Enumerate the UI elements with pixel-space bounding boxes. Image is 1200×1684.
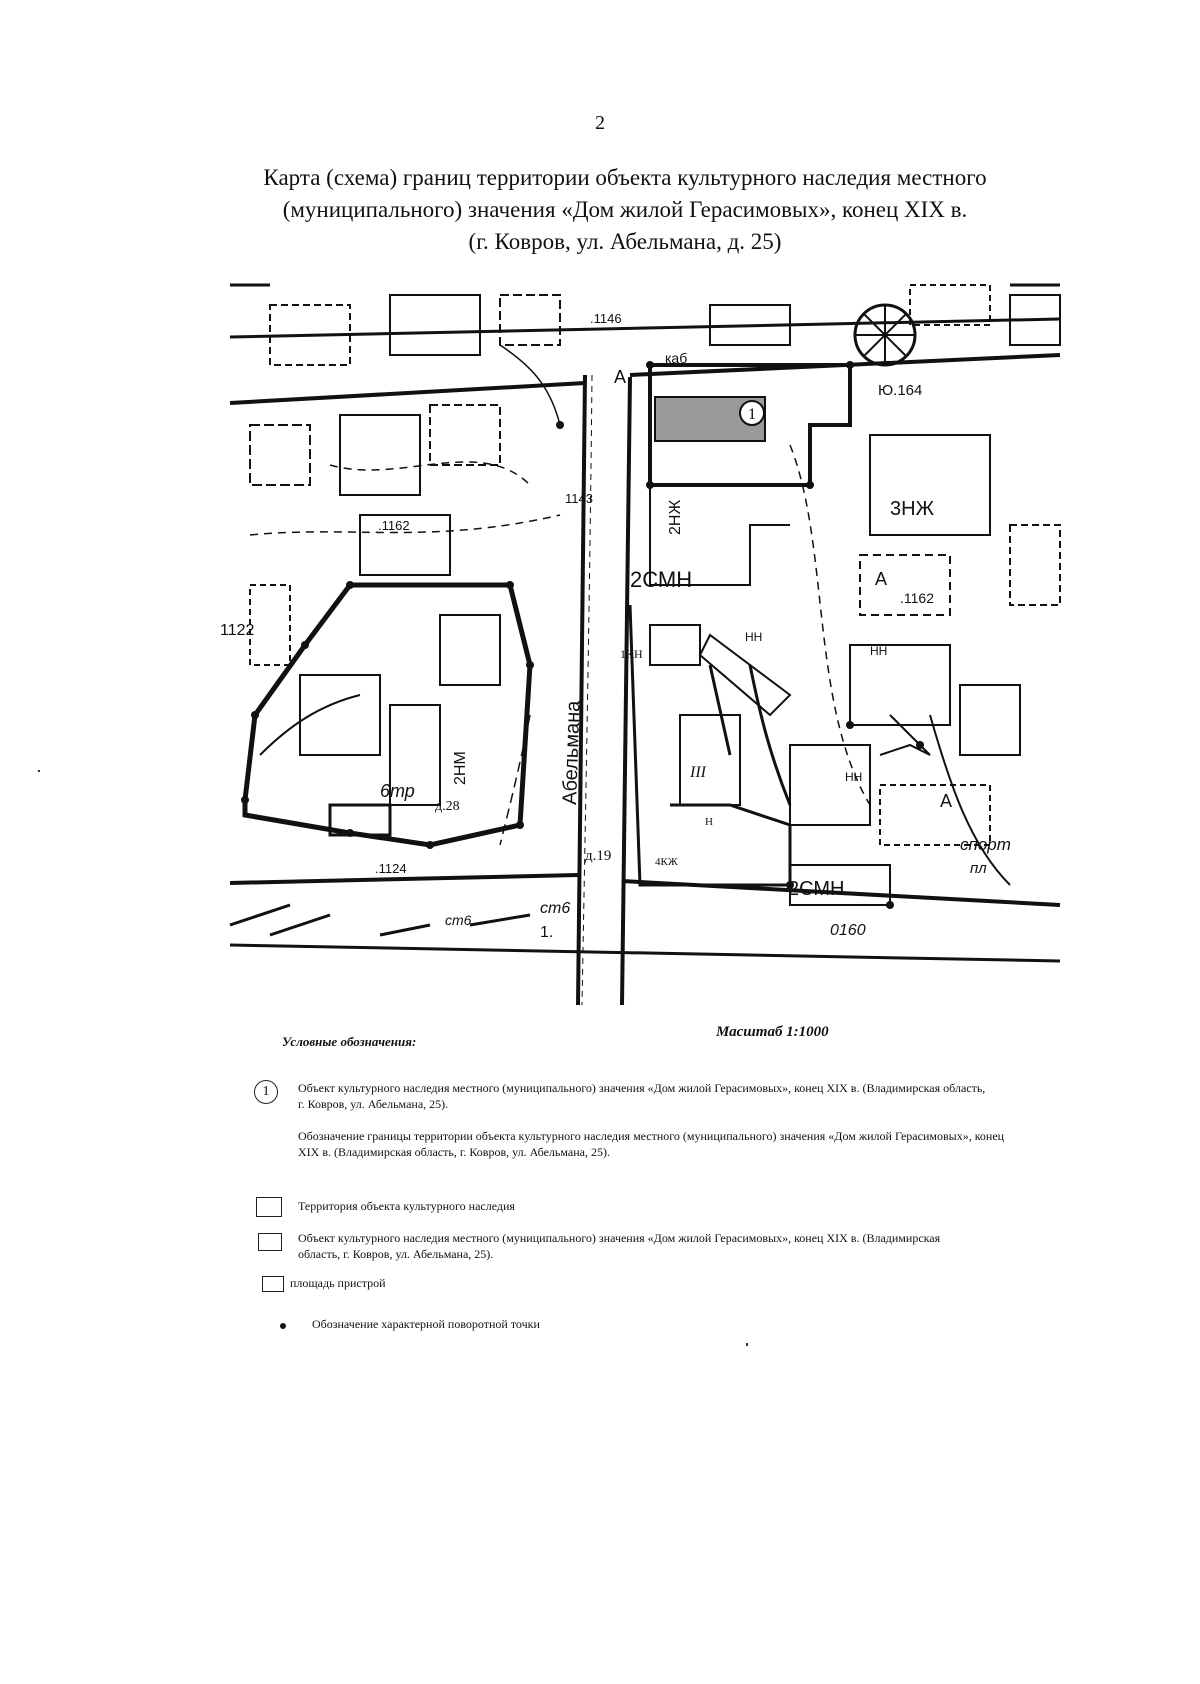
label-1162-right: .1162	[900, 590, 934, 606]
cadastral-map	[220, 285, 1060, 1013]
label-2smn-bottom: 2СМН	[788, 878, 845, 900]
label-6tp: 6тр	[380, 781, 415, 801]
label-3nzh: 3НЖ	[890, 498, 935, 520]
label-roman-1: 1.	[540, 924, 554, 941]
legend-item-object: Объект культурного наследия местного (муниципального) значения «Дом жилой Герасимовых», конец XIX в. (Владимирская область, г. Ковров, ул. Абельмана, 25).	[298, 1081, 986, 1111]
title-line-1: Карта (схема) границ территории объекта культурного наследия местного	[263, 165, 987, 190]
legend-territory-icon	[256, 1197, 282, 1217]
label-pl: пл	[970, 860, 987, 877]
label-1kn: 1КН	[620, 647, 643, 661]
label-2smn-top: 2СМН	[630, 567, 693, 592]
legend-annex-icon	[262, 1276, 284, 1292]
title-line-3: (г. Ковров, ул. Абельмана, д. 25)	[468, 229, 782, 254]
legend-item-footprint: Объект культурного наследия местного (муниципального) значения «Дом жилой Герасимовых», конец XIX в. (Владимирская область, г. Ковров, ул. Абельмана, 25).	[298, 1231, 941, 1261]
label-2nzh: 2НЖ	[667, 499, 684, 535]
legend-heading: Условные обозначения:	[282, 1034, 417, 1049]
title-line-2: (муниципального) значения «Дом жилой Герасимовых», конец XIX в.	[282, 197, 968, 222]
map-canvas	[220, 285, 1060, 1013]
map-title	[150, 162, 1100, 258]
label-h-box: Н	[705, 816, 713, 828]
label-nn1: НН	[745, 630, 763, 644]
label-nn3: НН	[845, 770, 863, 784]
legend-item-territory: Территория объекта культурного наследия	[298, 1199, 515, 1213]
label-roman-3: III	[690, 764, 706, 781]
label-kab: каб	[665, 350, 688, 366]
label-a1: А	[614, 367, 627, 387]
street-label: Абельмана	[559, 700, 585, 806]
legend-object-number-icon: 1	[254, 1080, 278, 1104]
label-cm6-1: ст6	[445, 912, 472, 928]
legend-item-boundary: Обозначение границы территории объекта культурного наследия местного (муниципального) значения «Дом жилой Герасимовых», конец XIX в. (Владимирская область, г. Ковров, ул. Абельмана, 25).	[298, 1129, 1005, 1159]
legend-item-annex: площадь пристрой	[290, 1276, 386, 1290]
label-cm6-2: ст6	[540, 900, 571, 917]
map-scale: Масштаб 1:1000	[716, 1024, 829, 1040]
label-a3: А	[940, 791, 953, 811]
label-1143: 1143	[565, 491, 593, 506]
scan-speck	[746, 1343, 748, 1346]
legend-item-turning-point: Обозначение характерной поворотной точки	[312, 1317, 540, 1331]
label-nn2: НН	[870, 644, 888, 658]
label-1164: Ю.164	[878, 382, 923, 399]
object-marker-label: 1	[748, 406, 756, 423]
label-d28: д.28	[435, 799, 460, 814]
label-0160: 0160	[830, 922, 866, 939]
label-1124: .1124	[375, 861, 407, 876]
label-2nm: 2НМ	[452, 751, 469, 785]
page-number: 2	[595, 112, 605, 134]
legend-turning-point-icon	[280, 1323, 286, 1329]
label-1122: 1122	[220, 622, 255, 639]
label-d19: д.19	[585, 848, 612, 864]
label-sport: спорт	[960, 835, 1011, 854]
scan-speck	[38, 770, 40, 772]
legend-footprint-icon	[258, 1233, 282, 1251]
label-1146: .1146	[590, 311, 622, 326]
label-1162-left: .1162	[378, 518, 410, 533]
label-a2: А	[875, 569, 888, 589]
label-4kzh: 4КЖ	[655, 856, 678, 868]
